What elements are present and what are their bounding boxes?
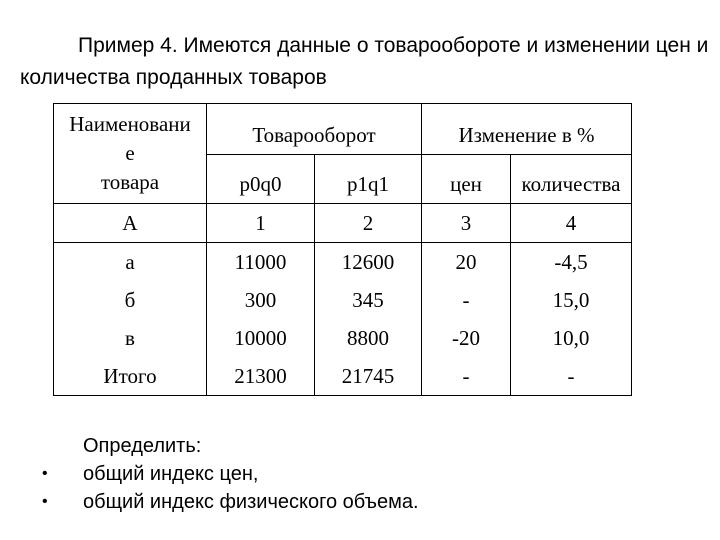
header-turnover: Товарооборот — [207, 104, 422, 155]
cell: 21745 — [315, 357, 422, 396]
task-item: общий индекс цен, — [83, 463, 259, 485]
task-item: общий индекс физического объема. — [83, 491, 419, 513]
page-title — [20, 30, 710, 94]
cell: 2 — [315, 204, 422, 243]
cell: - — [422, 281, 511, 319]
cell: 20 — [422, 243, 511, 282]
cell: 300 — [207, 281, 315, 319]
title-text: . Имеются данные о товарообороте и изменении цен и количества проданных товаров — [20, 34, 709, 89]
cell: а — [54, 243, 207, 282]
cell: 11000 — [207, 243, 315, 282]
cell: А — [54, 204, 207, 243]
bullet-list-markers — [42, 460, 48, 516]
cell: 12600 — [315, 243, 422, 282]
header-change: Изменение в % — [422, 104, 632, 155]
subheader-prices: цен — [422, 155, 511, 204]
cell: б — [54, 281, 207, 319]
task-heading: Определить: — [83, 435, 202, 457]
cell: - — [511, 357, 632, 396]
title-prefix: Пример 4 — [78, 34, 172, 57]
cell: в — [54, 319, 207, 357]
cell: 1 — [207, 204, 315, 243]
header-name: Наименовани е товара — [54, 104, 207, 204]
table-row — [54, 319, 632, 357]
subheader-p0q0: p0q0 — [207, 155, 315, 204]
bullet-icon: • — [42, 493, 48, 510]
cell: 8800 — [315, 319, 422, 357]
cell: 15,0 — [511, 281, 632, 319]
cell: -20 — [422, 319, 511, 357]
cell: 21300 — [207, 357, 315, 396]
cell: 10000 — [207, 319, 315, 357]
task-block — [83, 432, 419, 516]
cell: Итого — [54, 357, 207, 396]
table-row — [54, 281, 632, 319]
cell: 4 — [511, 204, 632, 243]
cell: - — [422, 357, 511, 396]
subheader-quantity: количества — [511, 155, 632, 204]
table-row — [54, 204, 632, 243]
cell: -4,5 — [511, 243, 632, 282]
bullet-icon: • — [42, 465, 48, 482]
cell: 10,0 — [511, 319, 632, 357]
table-row — [54, 357, 632, 396]
table-row — [54, 243, 632, 282]
subheader-p1q1: p1q1 — [315, 155, 422, 204]
cell: 345 — [315, 281, 422, 319]
cell: 3 — [422, 204, 511, 243]
data-table — [53, 103, 632, 396]
